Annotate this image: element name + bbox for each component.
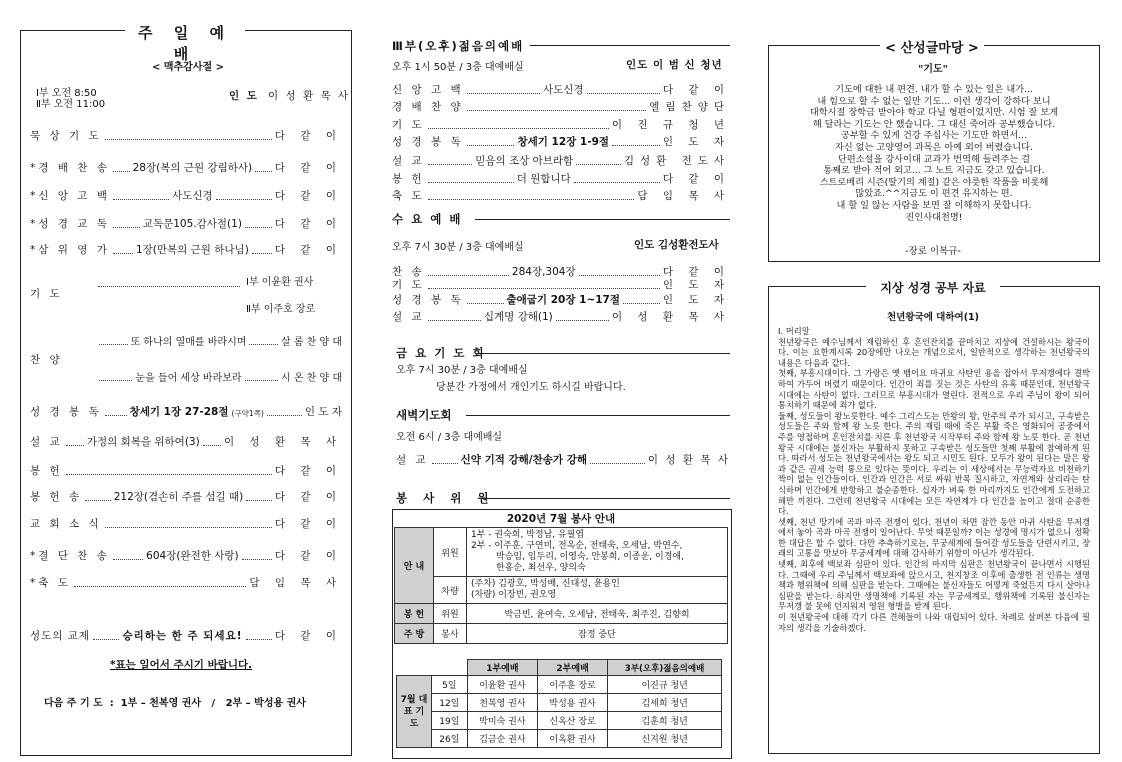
kitchen-role-cell: 봉사 <box>434 624 467 644</box>
program-leader: 다 같 이 <box>274 465 342 477</box>
sunday-program-row <box>30 242 342 257</box>
service-table <box>394 527 728 644</box>
rep-person: 박성용 권사 <box>537 694 607 712</box>
program-leader: 다 같 이 <box>274 130 342 142</box>
committee-names <box>467 528 728 577</box>
wednesday-time: 오후 7시 30분 / 3층 대예배실 <box>392 242 524 253</box>
wednesday-program-row <box>392 309 730 324</box>
col-second: 2부예배 <box>537 660 607 676</box>
program-label: 신 앙 고 백 <box>392 84 464 96</box>
poem-corner-title: < 산성글마당 > <box>880 37 984 56</box>
program-label: 봉 헌 송 <box>30 491 83 503</box>
program-content: 212장(겸손히 주를 섬길 때) <box>113 491 244 503</box>
leader-name: 이 성 환 목 사 <box>268 90 351 102</box>
program-label: *삼 위 영 가 <box>30 244 110 256</box>
fellowship-who: 다 같 이 <box>274 630 342 642</box>
col-first: 1부예배 <box>467 660 537 676</box>
prayer-second: Ⅱ부 이주호 장로 <box>246 304 316 315</box>
poem-line: 스트로베리 시즌(딸기의 계절) 같은 야릇한 작품을 비롯해 <box>819 176 1049 188</box>
rep-person: 신옥산 장로 <box>537 712 607 730</box>
afternoon-title-rule <box>530 45 730 46</box>
offering-cell: 봉 헌 <box>395 604 434 624</box>
committee-first: 1부 - 권숙희, 박정남, 유필엽 <box>471 530 585 540</box>
prayer-first: Ⅰ부 이윤환 권사 <box>246 277 314 288</box>
program-leader: 다 같 이 <box>274 162 343 174</box>
program-leader: 인 도 자 <box>662 279 730 291</box>
prayer-rep-row <box>397 676 722 694</box>
rep-person: 이옥환 권사 <box>537 730 607 748</box>
car-cell: 차량 <box>434 577 467 604</box>
dawn-title: 새벽기도회 <box>396 407 456 423</box>
friday-note: 당분간 가정에서 개인기도 하시길 바랍니다. <box>436 382 626 393</box>
poem-line: 대학시절 장학금 받아야 학교 다닐 형편이었지만. 시험 잘 보게 <box>809 107 1059 119</box>
offering-names: 박금빈, 윤여숙, 오세남, 전태욱, 최주진, 김향희 <box>467 604 728 624</box>
poem-name: "기도" <box>918 64 948 75</box>
friday-time: 오후 7시 30분 / 3층 대예배실 <box>396 365 528 376</box>
program-label: 성 경 봉 독 <box>392 136 464 148</box>
guide-cell: 안 내 <box>395 528 434 604</box>
leader-label: 인 도 <box>229 90 259 102</box>
rep-person: 박미숙 권사 <box>467 712 537 730</box>
rep-date: 19일 <box>432 712 468 730</box>
prayer-rep-row <box>397 712 722 730</box>
scripture-passage: 창세기 1장 27-28절 <box>129 406 229 418</box>
afternoon-time: 오후 1시 50분 / 3층 대예배실 <box>392 62 524 73</box>
program-label: 축 도 <box>392 190 425 202</box>
program-label: 묵 상 기 도 <box>30 130 102 142</box>
program-label: *신 앙 고 백 <box>30 190 110 202</box>
program-label: 설 교 <box>30 436 63 448</box>
study-paragraph: 둘째, 성도들이 왕노릇한다. 예수 그리스도는 만왕의 왕, 만주의 주가 되시고, 구속받은 성도들은 주와 함께 왕 노릇 한다. 주의 재림 때에 죽은 부활 죽은 영화되어 공중에서 주를 영접하며 혼인잔치를 치른 후 천년왕국 시작부터 주와 함께 왕 노릇 한다. 곧 천년왕국 시대에는 불신자는 부활하지 못하고 구속받은 성도들만 첫째 부활에 참예하게 된다. 따라서 성도는 천년왕국에서는 왕도 되고 시민도 된다. 모두가 왕이 된다는 말은 왕과 같은 권세 능력 통으로 있다는 뜻이다. 우리는 이 세상에서는 무능력자요 비천하기 짝이 없는 인간들이다. 인간과 인간은 서로 싸워 반목 질시하고, 자연계와 살리라는 탄식하며 인간에게 반항하고 불순종한다. 십자가 벼룩 한 마리까지도 인간에게 도전하고 해만 끼친다. 그런데 천년왕국 시대에는 모든 자연계가 다 인간을 높이고 절대 순종한다. <box>778 410 1090 517</box>
study-paragraph: 첫째, 부흥시대이다. 그 가랑은 옛 뱀이요 마귀요 사탄인 용을 잡아서 무저갱에다 결박하여 가두어 버렸기 때문이다. 인간이 죄를 짓는 것은 사탄의 유혹 때문인데, 천년왕국시대에는 사탄이 없다. 그러므로 부흥시대가 열린다. 전적으로 우리 주님이 왕이 되어 통치하기 때문에 죄가 없다. <box>778 368 1090 411</box>
poem-author: -장로 이복규- <box>905 246 961 257</box>
study-subtitle: 천년왕국에 대하여(1) <box>886 312 980 323</box>
dawn-preacher: 이 성 환 목 사 <box>647 454 730 466</box>
committee-cell: 위원 <box>434 528 467 577</box>
program-label: 찬 송 <box>392 266 425 278</box>
rep-person: 김세희 청년 <box>608 694 722 712</box>
program-label: *결 단 찬 송 <box>30 550 110 562</box>
poem-line: 자신 없는 고양영어 과목은 아예 외어 버렸습니다. <box>835 141 1033 153</box>
program-content: 1장(만복의 근원 하나님) <box>135 244 249 256</box>
anthem-first-choir: 살 롬 찬 양 대 <box>280 337 342 348</box>
study-paragraph: 천년왕국은 예수님께서 재림하신 후 혼인잔치를 끝마치고 지상에 건설하시는 왕국이다. 이는 요한계시록 20장에만 나오는 개념으로서, 일반적으로 생각하는 천년왕국의 내용은 다음과 같다. <box>778 336 1090 368</box>
service-rule <box>480 498 730 499</box>
program-leader: 이 성 환 목 사 <box>611 311 731 323</box>
committee-second-c: 한홍순, 최선우, 양의숙 <box>496 563 586 573</box>
study-paragraph: 넷째, 최후에 백보좌 심판이 있다. 인간의 마지막 심판은 천년왕국이 끝나면서 시행된다. 그때에 우리 주님께서 백보좌에 앉으시고, 천지창조 이후에 출생한 전 인류는 생명책과 행위책에 의해 심판을 받는다. 그때에는 불신자들도 어떻게 죽었든지 다시 살아나 심판을 받는다. 하지만 생명책에 기록된 자는 무궁세계로, 행위책에 기록된 불신자는 무저갱 불 못에 던지워져 영원 형벌을 받게 된다. <box>778 559 1090 612</box>
program-leader: 다 같 이 <box>662 84 730 96</box>
program-leader: 다 같 이 <box>274 518 342 530</box>
kitchen-cell: 주 방 <box>395 624 434 644</box>
afternoon-program-row <box>392 188 730 203</box>
program-content: 출애굽기 20장 1~17절 <box>506 294 620 306</box>
fellowship-row <box>30 628 342 643</box>
sunday-program-row <box>30 548 342 563</box>
rep-person: 신지원 청년 <box>608 730 722 748</box>
anthem-label: 찬 양 <box>30 354 63 366</box>
service-title: 봉 사 위 원 <box>396 490 498 506</box>
program-content: 604장(완전한 사랑) <box>146 550 239 562</box>
program-leader: 다 같 이 <box>274 190 342 202</box>
program-label: *경 배 찬 송 <box>30 162 110 174</box>
study-heading: Ⅰ. 머리말 <box>778 326 810 336</box>
rep-date: 5일 <box>432 676 468 694</box>
program-content: 가정의 회복을 위하여(3) <box>86 436 200 448</box>
col-third: 3부(오후)젊음의예배 <box>608 660 722 676</box>
afternoon-program-row <box>392 171 730 186</box>
program-label: *축 도 <box>30 577 71 589</box>
program-leader: 다 같 이 <box>274 218 343 230</box>
time-first: Ⅰ부 오전 8:50 <box>36 88 97 99</box>
prayer-label: 기 도 <box>30 288 63 300</box>
afternoon-leader: 인도 이 범 신 청년 <box>626 59 723 71</box>
program-label: 교 회 소 식 <box>30 518 102 530</box>
time-second: Ⅱ부 오전 11:00 <box>36 99 106 110</box>
rep-person: 김금순 권사 <box>467 730 537 748</box>
poem-line: 통째로 받아 적어 외고... 그 노트 지금도 갖고 있습니다. <box>823 165 1045 177</box>
program-content: 십계명 강해(1) <box>483 311 553 323</box>
scripture-page: (구약1쪽) <box>231 409 264 418</box>
program-label: 기 도 <box>392 279 425 291</box>
program-leader: 인 도 자 <box>662 136 730 148</box>
program-leader: 담 임 목 사 <box>249 577 342 589</box>
study-paragraph: 셋째, 천년 땅기에 곡과 마곡 전쟁이 있다. 천년이 차면 잠깐 동안 마귀 사탄을 무저갱에서 놓아 곡과 마곡 전쟁이 일어난다. 무엇 때문일까? 이는 성경에 명시가 없으니 정확한 대답은 할 수 없다. 다만 추측하기로는, 무궁세계에 들어갈 성도들을 단련시키고, 장래의 고통을 맛보아 무궁세계에 대해 감사하기 위함이 아닌가 생각된다. <box>778 516 1090 559</box>
poem-line: 단편소설을 강사이대 교과가 번역해 들려주는 걸 <box>837 153 1031 165</box>
wednesday-title: 수 요 예 배 <box>392 211 466 227</box>
sunday-program-row <box>30 128 342 143</box>
afternoon-service-title: Ⅲ부(오후)젊음의예배 <box>392 38 528 54</box>
program-leader: 인 도 자 <box>662 294 731 306</box>
standing-note: *표는 일어서 주시기 바랍니다. <box>110 659 253 671</box>
study-paragraph: 이 천년왕국에 대해 각기 다른 견해들이 나와 대립되어 있다. 차례로 살펴본 다음에 필자의 생각을 기술하겠다. <box>778 612 1090 633</box>
rep-person: 이윤환 권사 <box>467 676 537 694</box>
sunday-worship-title: 주 일 예 배 <box>125 22 245 64</box>
poem-line: 내 힘으로 할 수 없는 일만 기도... 이런 생각이 강하다 보니 <box>817 95 1051 107</box>
program-leader: 다 같 이 <box>662 266 731 278</box>
poem-line: 진인사대천명! <box>905 211 963 223</box>
anthem-first-title: 또 하나의 열매를 바라시며 <box>130 337 247 348</box>
dawn-topic: 신약 기적 강해/찬송가 강해 <box>460 454 587 466</box>
parking-names: (주차) 김광호, 박성배, 신대성, 윤용인 <box>471 579 620 589</box>
sunday-program-row <box>30 575 342 590</box>
fellowship-message: 승리하는 한 주 되세요! <box>122 630 243 642</box>
dawn-rule <box>466 415 730 416</box>
rep-person: 이주훈 장로 <box>537 676 607 694</box>
poem-line: 내 할 일 않는 사람을 보면 잘 이해하지 못합니다. <box>836 199 1032 211</box>
dawn-time: 오전 6시 / 3층 대예배실 <box>396 432 503 443</box>
rep-date: 12일 <box>432 694 468 712</box>
afternoon-program-row <box>392 99 730 114</box>
rep-person: 이진규 청년 <box>608 676 722 694</box>
program-content: 사도신경 <box>172 190 213 202</box>
sunday-program-row <box>30 463 342 478</box>
program-content: 창세기 12장 1-9절 <box>517 136 610 148</box>
friday-title: 금 요 기 도 회 <box>396 345 490 361</box>
program-content: 믿음의 조상 아브라함 <box>475 155 574 167</box>
program-content: 사도신경 <box>542 84 584 96</box>
rep-person: 김훈희 청년 <box>608 712 722 730</box>
prayer-rep-row <box>397 730 722 748</box>
afternoon-program-row <box>392 134 730 149</box>
program-content: 284장,304장 <box>511 266 576 278</box>
anthem-first <box>96 333 342 348</box>
study-title: 지상 성경 공부 자료 <box>866 279 1000 296</box>
afternoon-program-row <box>392 117 730 132</box>
program-label: 경 배 찬 양 <box>392 101 464 113</box>
program-leader: 다 같 이 <box>274 244 343 256</box>
program-content: 교독문105.감사절(1) <box>142 218 242 230</box>
scripture-label: 성 경 봉 독 <box>30 406 102 418</box>
poem-line: 기도에 대한 내 편견. 내가 할 수 있는 일은 내가... <box>835 84 1033 95</box>
program-leader: 김성환 전도사 <box>623 155 731 167</box>
poem-line: 많았죠.^^지금도 이 편견 유지하는 편. <box>855 188 1013 200</box>
wednesday-program-row <box>392 292 730 307</box>
program-leader: 다 같 이 <box>274 491 343 503</box>
service-table-title: 2020년 7월 봉사 안내 <box>506 513 616 525</box>
rep-label: 7월 대표 기도 <box>397 676 432 748</box>
sunday-subtitle: < 맥추감사절 > <box>151 62 225 73</box>
sunday-program-row <box>30 188 342 203</box>
program-label: 설 교 <box>392 155 425 167</box>
study-body <box>778 326 1090 633</box>
program-leader: 다 같 이 <box>274 550 343 562</box>
program-label: 설 교 <box>392 311 425 323</box>
afternoon-program-row <box>392 153 730 168</box>
next-week-prayer: 다음 주 기 도 : 1부 – 천복영 권사 / 2부 – 박성용 권사 <box>44 698 306 709</box>
dawn-row <box>396 452 730 467</box>
sunday-program-row <box>30 434 342 449</box>
dawn-label: 설 교 <box>396 454 429 466</box>
scripture-reader: 인 도 자 <box>304 406 342 418</box>
sunday-program-row <box>30 160 342 175</box>
sunday-program-row <box>30 516 342 531</box>
car-names <box>467 577 728 604</box>
wednesday-program-row <box>392 277 730 292</box>
anthem-second-title: 눈을 들어 세상 바라보라 <box>135 373 242 384</box>
prayer-rep-row <box>397 694 722 712</box>
poem-body <box>778 84 1090 223</box>
program-leader: 엘림찬양단 <box>649 101 730 113</box>
program-leader: 다 같 이 <box>662 173 731 185</box>
program-content: 더 원합니다 <box>516 173 571 185</box>
friday-rule <box>478 353 730 354</box>
rep-date: 26일 <box>432 730 468 748</box>
poem-line: 해 달라는 기도는 안 했습니다. 그 대신 죽어라 공부했습니다. <box>812 118 1056 130</box>
program-label: 봉 헌 <box>30 465 63 477</box>
anthem-second <box>96 369 342 384</box>
kitchen-status: 잠정 중단 <box>467 624 728 644</box>
prayer-rep-table <box>396 659 722 748</box>
wednesday-leader: 인도 김성환전도사 <box>634 239 719 251</box>
scripture-row <box>30 404 342 419</box>
prayer-dots <box>95 286 243 290</box>
sunday-program-row <box>30 489 342 504</box>
program-content: 28장(복의 근원 강림하사) <box>132 162 253 174</box>
program-leader: 담 임 목 사 <box>637 190 730 202</box>
program-label: *성 경 교 독 <box>30 218 110 230</box>
program-label: 봉 헌 <box>392 173 425 185</box>
committee-second-b: 박승임, 임두리, 이영숙, 안봉희, 이종운, 이경애, <box>496 552 684 562</box>
committee-second-a: 2부 - 이주훈, 구연미, 전옥순, 전태욱, 오세남, 박연수, <box>471 541 683 551</box>
program-label: 기 도 <box>392 119 425 131</box>
wednesday-rule <box>475 219 730 220</box>
sunday-program-row <box>30 216 342 231</box>
anthem-second-choir: 시 온 찬 양 대 <box>280 373 342 384</box>
offering-committee-cell: 위원 <box>434 604 467 624</box>
poem-line: 공부할 수 있게 건강 주십사는 기도만 하면서... <box>840 130 1028 142</box>
program-leader: 이 진 규 청 년 <box>611 119 730 131</box>
rep-person: 천복영 권사 <box>467 694 537 712</box>
program-leader: 이 성 환 목 사 <box>223 436 343 448</box>
fellowship-label: 성도의 교제 <box>30 630 91 642</box>
program-label: 성 경 봉 독 <box>392 294 464 306</box>
afternoon-program-row <box>392 82 730 97</box>
driver-names: (차량) 이장빈, 권오영 <box>471 590 557 600</box>
